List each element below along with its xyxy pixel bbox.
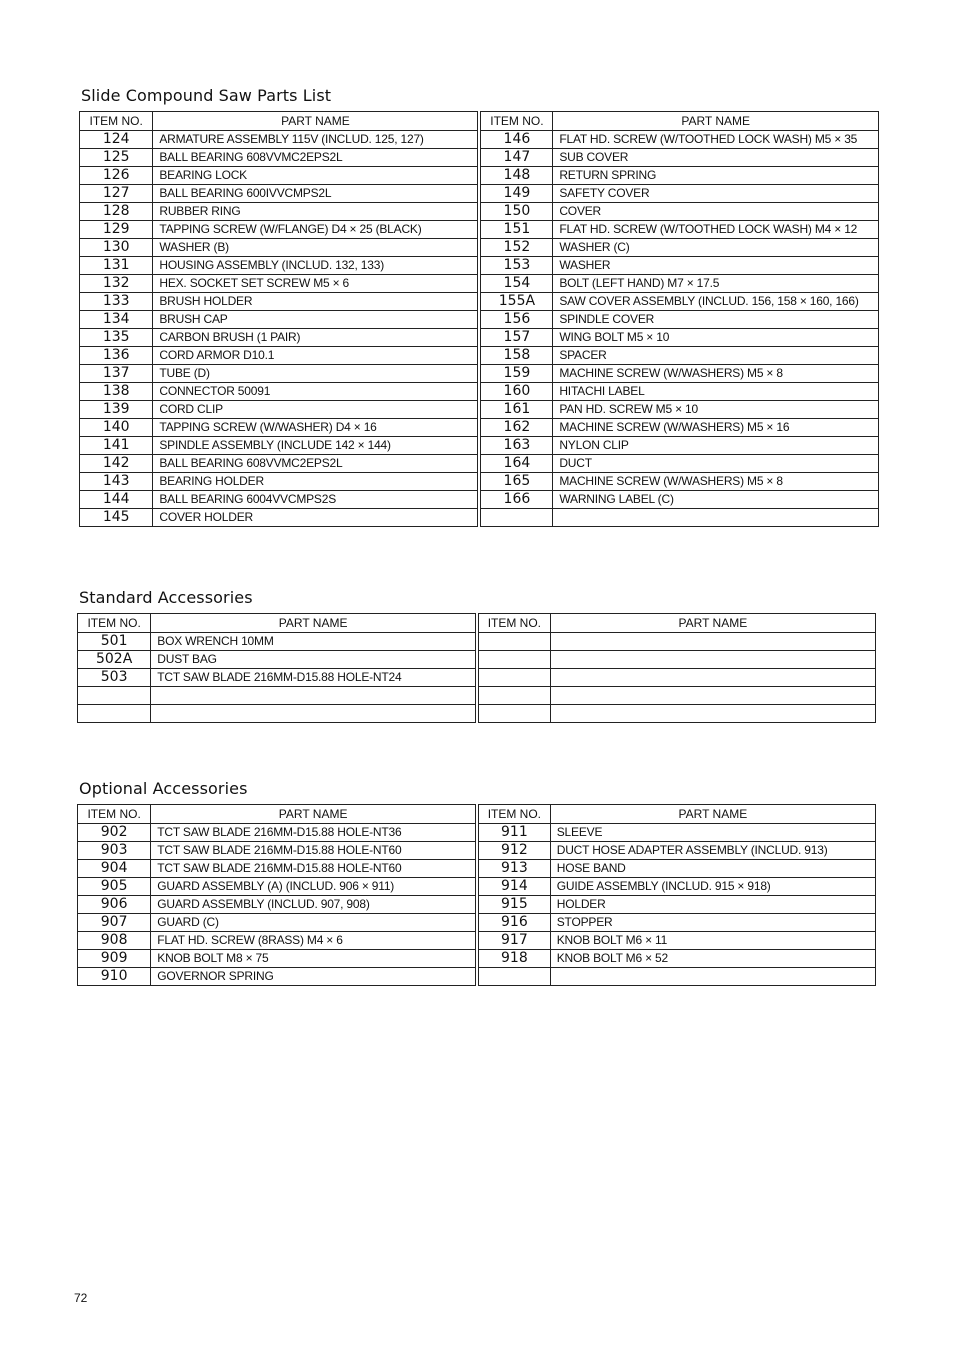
item-number-cell: 146 bbox=[479, 131, 552, 149]
part-name-cell: TAPPING SCREW (W/WASHER) D4 × 16 bbox=[153, 419, 480, 437]
part-name-cell: SAFETY COVER bbox=[553, 185, 879, 203]
item-number-cell: 914 bbox=[477, 878, 550, 896]
part-name-cell: BALL BEARING 600IVVCMPS2L bbox=[153, 185, 480, 203]
table-row bbox=[80, 437, 879, 455]
table-row bbox=[80, 365, 879, 383]
table-row bbox=[80, 131, 879, 149]
table-header-row bbox=[78, 805, 876, 824]
part-name-cell: TAPPING SCREW (W/FLANGE) D4 × 25 (BLACK) bbox=[153, 221, 480, 239]
item-number-cell: 134 bbox=[80, 311, 153, 329]
item-number-cell: 908 bbox=[78, 932, 151, 950]
item-number-cell bbox=[477, 633, 550, 651]
part-name-cell: FLAT HD. SCREW (8RASS) M4 × 6 bbox=[151, 932, 477, 950]
part-name-cell: MACHINE SCREW (W/WASHERS) M5 × 8 bbox=[553, 365, 879, 383]
table-row bbox=[78, 914, 876, 932]
part-name-cell: KNOB BOLT M6 × 52 bbox=[550, 950, 875, 968]
item-number-cell: 902 bbox=[78, 824, 151, 842]
item-number-cell: 159 bbox=[479, 365, 552, 383]
part-name-cell: NYLON CLIP bbox=[553, 437, 879, 455]
table-row bbox=[78, 705, 876, 723]
item-number-cell: 142 bbox=[80, 455, 153, 473]
part-name-cell: KNOB BOLT M8 × 75 bbox=[151, 950, 477, 968]
item-number-cell: 161 bbox=[479, 401, 552, 419]
part-name-cell: HEX. SOCKET SET SCREW M5 × 6 bbox=[153, 275, 480, 293]
table-row bbox=[78, 633, 876, 651]
part-name-cell: RUBBER RING bbox=[153, 203, 480, 221]
part-name-cell: CONNECTOR 50091 bbox=[153, 383, 480, 401]
part-name-cell: KNOB BOLT M6 × 11 bbox=[550, 932, 875, 950]
part-name-cell: SPACER bbox=[553, 347, 879, 365]
table-row bbox=[80, 347, 879, 365]
table-row bbox=[78, 669, 876, 687]
table-row bbox=[78, 651, 876, 669]
item-number-cell: 911 bbox=[477, 824, 550, 842]
item-number-cell: 150 bbox=[479, 203, 552, 221]
part-name-cell: BEARING LOCK bbox=[153, 167, 480, 185]
item-number-cell bbox=[78, 687, 151, 705]
part-name-cell: WING BOLT M5 × 10 bbox=[553, 329, 879, 347]
table-row bbox=[80, 275, 879, 293]
part-name-cell: TCT SAW BLADE 216MM-D15.88 HOLE-NT36 bbox=[151, 824, 477, 842]
table-row bbox=[78, 932, 876, 950]
item-number-cell bbox=[477, 651, 550, 669]
table-row bbox=[80, 185, 879, 203]
table-row bbox=[78, 860, 876, 878]
item-number-cell bbox=[477, 968, 550, 986]
table-row bbox=[78, 842, 876, 860]
item-number-cell: 915 bbox=[477, 896, 550, 914]
column-header-item-no: ITEM NO. bbox=[78, 614, 151, 633]
item-number-cell: 910 bbox=[78, 968, 151, 986]
item-number-cell: 163 bbox=[479, 437, 552, 455]
column-header-item-no: ITEM NO. bbox=[78, 805, 151, 824]
item-number-cell: 164 bbox=[479, 455, 552, 473]
item-number-cell: 501 bbox=[78, 633, 151, 651]
parts-list-section bbox=[79, 86, 879, 527]
item-number-cell: 137 bbox=[80, 365, 153, 383]
standard-accessories-table bbox=[77, 613, 876, 723]
table-row bbox=[80, 293, 879, 311]
item-number-cell: 156 bbox=[479, 311, 552, 329]
item-number-cell: 125 bbox=[80, 149, 153, 167]
standard-accessories-section bbox=[77, 588, 876, 723]
table-row bbox=[80, 257, 879, 275]
part-name-cell: DUCT HOSE ADAPTER ASSEMBLY (INCLUD. 913) bbox=[550, 842, 875, 860]
page-number: 72 bbox=[74, 1291, 88, 1305]
part-name-cell: COVER HOLDER bbox=[153, 509, 480, 527]
part-name-cell: DUCT bbox=[553, 455, 879, 473]
part-name-cell: BEARING HOLDER bbox=[153, 473, 480, 491]
part-name-cell: GOVERNOR SPRING bbox=[151, 968, 477, 986]
table-row bbox=[78, 968, 876, 986]
part-name-cell: WASHER (B) bbox=[153, 239, 480, 257]
item-number-cell: 143 bbox=[80, 473, 153, 491]
part-name-cell: GUARD ASSEMBLY (INCLUD. 907, 908) bbox=[151, 896, 477, 914]
item-number-cell: 145 bbox=[80, 509, 153, 527]
item-number-cell: 128 bbox=[80, 203, 153, 221]
part-name-cell bbox=[550, 633, 875, 651]
item-number-cell: 916 bbox=[477, 914, 550, 932]
part-name-cell: MACHINE SCREW (W/WASHERS) M5 × 16 bbox=[553, 419, 879, 437]
part-name-cell: GUARD (C) bbox=[151, 914, 477, 932]
part-name-cell: CORD ARMOR D10.1 bbox=[153, 347, 480, 365]
table-row bbox=[80, 401, 879, 419]
item-number-cell: 917 bbox=[477, 932, 550, 950]
table-row bbox=[80, 329, 879, 347]
table-row bbox=[78, 824, 876, 842]
item-number-cell bbox=[477, 687, 550, 705]
part-name-cell: BALL BEARING 608VVMC2EPS2L bbox=[153, 455, 480, 473]
table-row bbox=[80, 509, 879, 527]
item-number-cell: 140 bbox=[80, 419, 153, 437]
item-number-cell: 131 bbox=[80, 257, 153, 275]
part-name-cell: GUARD ASSEMBLY (A) (INCLUD. 906 × 911) bbox=[151, 878, 477, 896]
table-row bbox=[80, 311, 879, 329]
part-name-cell: BOX WRENCH 10MM bbox=[151, 633, 477, 651]
column-header-item-no: ITEM NO. bbox=[477, 805, 550, 824]
part-name-cell bbox=[151, 687, 477, 705]
item-number-cell bbox=[477, 705, 550, 723]
column-header-part-name: PART NAME bbox=[550, 805, 875, 824]
part-name-cell: BALL BEARING 608VVMC2EPS2L bbox=[153, 149, 480, 167]
item-number-cell: 166 bbox=[479, 491, 552, 509]
section-title: Slide Compound Saw Parts List bbox=[81, 86, 332, 105]
item-number-cell: 129 bbox=[80, 221, 153, 239]
part-name-cell: HOSE BAND bbox=[550, 860, 875, 878]
table-row bbox=[80, 473, 879, 491]
part-name-cell bbox=[550, 705, 875, 723]
part-name-cell: STOPPER bbox=[550, 914, 875, 932]
part-name-cell: FLAT HD. SCREW (W/TOOTHED LOCK WASH) M5 × 35 bbox=[553, 131, 879, 149]
item-number-cell: 907 bbox=[78, 914, 151, 932]
item-number-cell: 903 bbox=[78, 842, 151, 860]
column-header-item-no: ITEM NO. bbox=[477, 614, 550, 633]
column-header-part-name: PART NAME bbox=[553, 112, 879, 131]
item-number-cell: 160 bbox=[479, 383, 552, 401]
part-name-cell: CARBON BRUSH (1 PAIR) bbox=[153, 329, 480, 347]
item-number-cell: 148 bbox=[479, 167, 552, 185]
item-number-cell: 909 bbox=[78, 950, 151, 968]
part-name-cell: ARMATURE ASSEMBLY 115V (INCLUD. 125, 127) bbox=[153, 131, 480, 149]
item-number-cell: 136 bbox=[80, 347, 153, 365]
item-number-cell: 157 bbox=[479, 329, 552, 347]
table-header-row bbox=[80, 112, 879, 131]
part-name-cell bbox=[550, 687, 875, 705]
item-number-cell: 132 bbox=[80, 275, 153, 293]
item-number-cell: 905 bbox=[78, 878, 151, 896]
part-name-cell: SUB COVER bbox=[553, 149, 879, 167]
item-number-cell: 912 bbox=[477, 842, 550, 860]
part-name-cell: BRUSH CAP bbox=[153, 311, 480, 329]
part-name-cell: BALL BEARING 6004VVCMPS2S bbox=[153, 491, 480, 509]
part-name-cell: MACHINE SCREW (W/WASHERS) M5 × 8 bbox=[553, 473, 879, 491]
table-row bbox=[80, 221, 879, 239]
part-name-cell: WARNING LABEL (C) bbox=[553, 491, 879, 509]
item-number-cell: 913 bbox=[477, 860, 550, 878]
column-header-item-no: ITEM NO. bbox=[479, 112, 552, 131]
table-row bbox=[80, 239, 879, 257]
item-number-cell: 154 bbox=[479, 275, 552, 293]
part-name-cell: SAW COVER ASSEMBLY (INCLUD. 156, 158 × 160, 166) bbox=[553, 293, 879, 311]
part-name-cell: HOUSING ASSEMBLY (INCLUD. 132, 133) bbox=[153, 257, 480, 275]
column-header-part-name: PART NAME bbox=[151, 805, 477, 824]
part-name-cell: DUST BAG bbox=[151, 651, 477, 669]
part-name-cell: CORD CLIP bbox=[153, 401, 480, 419]
item-number-cell: 918 bbox=[477, 950, 550, 968]
part-name-cell: HOLDER bbox=[550, 896, 875, 914]
part-name-cell: SPINDLE ASSEMBLY (INCLUDE 142 × 144) bbox=[153, 437, 480, 455]
item-number-cell: 906 bbox=[78, 896, 151, 914]
column-header-part-name: PART NAME bbox=[153, 112, 480, 131]
item-number-cell: 152 bbox=[479, 239, 552, 257]
item-number-cell: 502A bbox=[78, 651, 151, 669]
item-number-cell: 133 bbox=[80, 293, 153, 311]
table-header-row bbox=[78, 614, 876, 633]
part-name-cell: FLAT HD. SCREW (W/TOOTHED LOCK WASH) M4 × 12 bbox=[553, 221, 879, 239]
part-name-cell: GUIDE ASSEMBLY (INCLUD. 915 × 918) bbox=[550, 878, 875, 896]
table-row bbox=[80, 455, 879, 473]
part-name-cell: BOLT (LEFT HAND) M7 × 17.5 bbox=[553, 275, 879, 293]
item-number-cell: 904 bbox=[78, 860, 151, 878]
item-number-cell: 135 bbox=[80, 329, 153, 347]
optional-accessories-section bbox=[77, 779, 876, 986]
item-number-cell: 503 bbox=[78, 669, 151, 687]
item-number-cell: 155A bbox=[479, 293, 552, 311]
part-name-cell: TCT SAW BLADE 216MM-D15.88 HOLE-NT60 bbox=[151, 842, 477, 860]
item-number-cell: 144 bbox=[80, 491, 153, 509]
table-row bbox=[78, 950, 876, 968]
table-row bbox=[80, 149, 879, 167]
part-name-cell: WASHER (C) bbox=[553, 239, 879, 257]
item-number-cell: 158 bbox=[479, 347, 552, 365]
part-name-cell bbox=[550, 669, 875, 687]
item-number-cell: 147 bbox=[479, 149, 552, 167]
item-number-cell: 149 bbox=[479, 185, 552, 203]
table-row bbox=[80, 383, 879, 401]
item-number-cell bbox=[477, 669, 550, 687]
part-name-cell bbox=[151, 705, 477, 723]
table-row bbox=[80, 491, 879, 509]
item-number-cell: 126 bbox=[80, 167, 153, 185]
table-row bbox=[78, 896, 876, 914]
table-row bbox=[78, 687, 876, 705]
part-name-cell bbox=[553, 509, 879, 527]
part-name-cell: SPINDLE COVER bbox=[553, 311, 879, 329]
table-row bbox=[80, 419, 879, 437]
column-header-item-no: ITEM NO. bbox=[80, 112, 153, 131]
parts-table bbox=[79, 111, 879, 527]
table-row bbox=[78, 878, 876, 896]
part-name-cell: PAN HD. SCREW M5 × 10 bbox=[553, 401, 879, 419]
part-name-cell: HITACHI LABEL bbox=[553, 383, 879, 401]
part-name-cell: TUBE (D) bbox=[153, 365, 480, 383]
part-name-cell bbox=[550, 968, 875, 986]
item-number-cell: 127 bbox=[80, 185, 153, 203]
part-name-cell: SLEEVE bbox=[550, 824, 875, 842]
item-number-cell: 130 bbox=[80, 239, 153, 257]
column-header-part-name: PART NAME bbox=[151, 614, 477, 633]
item-number-cell: 153 bbox=[479, 257, 552, 275]
part-name-cell: TCT SAW BLADE 216MM-D15.88 HOLE-NT60 bbox=[151, 860, 477, 878]
item-number-cell: 165 bbox=[479, 473, 552, 491]
section-title: Standard Accessories bbox=[79, 588, 253, 607]
item-number-cell: 162 bbox=[479, 419, 552, 437]
item-number-cell bbox=[78, 705, 151, 723]
part-name-cell: BRUSH HOLDER bbox=[153, 293, 480, 311]
item-number-cell: 124 bbox=[80, 131, 153, 149]
item-number-cell: 151 bbox=[479, 221, 552, 239]
section-title: Optional Accessories bbox=[79, 779, 248, 798]
item-number-cell bbox=[479, 509, 552, 527]
item-number-cell: 141 bbox=[80, 437, 153, 455]
table-row bbox=[80, 203, 879, 221]
part-name-cell: COVER bbox=[553, 203, 879, 221]
part-name-cell: WASHER bbox=[553, 257, 879, 275]
item-number-cell: 138 bbox=[80, 383, 153, 401]
part-name-cell bbox=[550, 651, 875, 669]
part-name-cell: TCT SAW BLADE 216MM-D15.88 HOLE-NT24 bbox=[151, 669, 477, 687]
part-name-cell: RETURN SPRING bbox=[553, 167, 879, 185]
optional-accessories-table bbox=[77, 804, 876, 986]
table-row bbox=[80, 167, 879, 185]
item-number-cell: 139 bbox=[80, 401, 153, 419]
column-header-part-name: PART NAME bbox=[550, 614, 875, 633]
